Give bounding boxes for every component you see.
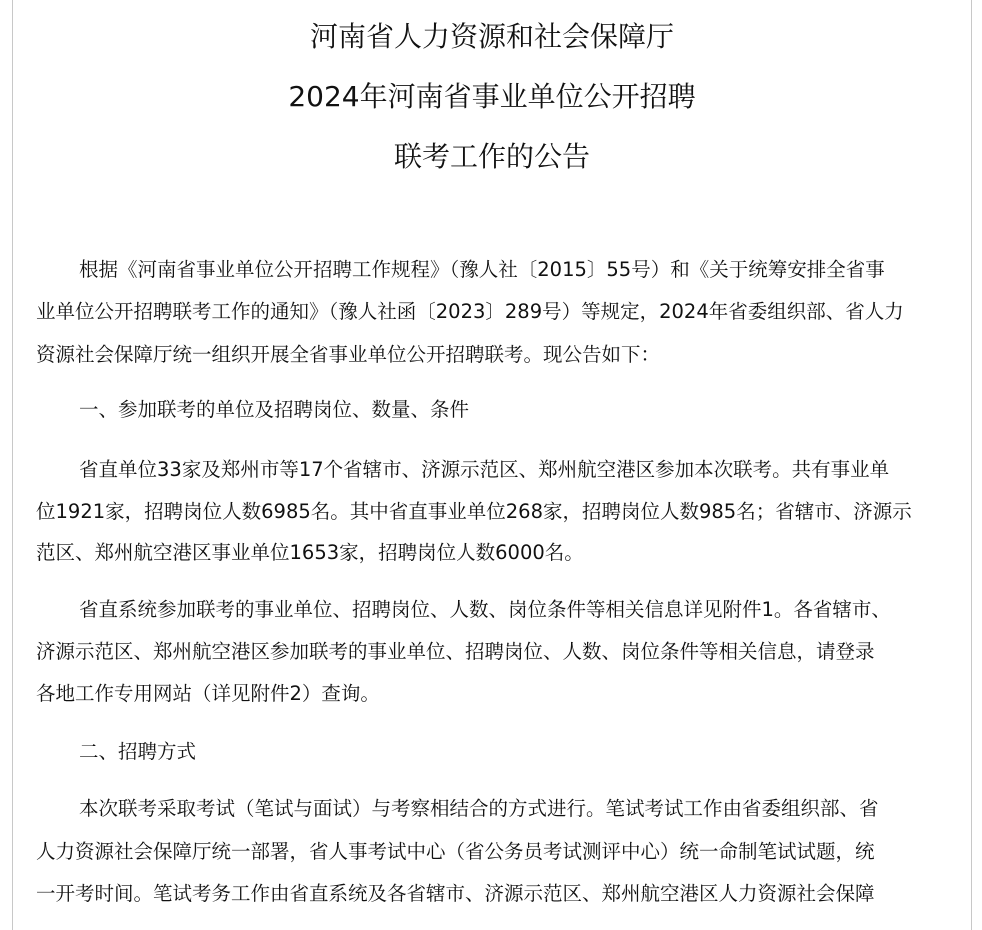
paragraph-line: 本次联考采取考试（笔试与面试）与考察相结合的方式进行。笔试考试工作由省委组织部、省 [79, 797, 879, 820]
paragraph-line: 省直系统参加联考的事业单位、招聘岗位、人数、岗位条件等相关信息详见附件1。各省辖市、 [79, 598, 891, 621]
paragraph-line: 人力资源社会保障厅统一部署，省人事考试中心（省公务员考试测评中心）统一命制笔试试题，统 [36, 840, 875, 863]
paragraph-line: 根据《河南省事业单位公开招聘工作规程》（豫人社〔2015〕55号）和《关于统筹安排全省事 [79, 258, 885, 281]
paragraph-line: 济源示范区、郑州航空港区参加联考的事业单位、招聘岗位、人数、岗位条件等相关信息，请登录 [36, 640, 875, 663]
title-line-3: 联考工作的公告 [393, 140, 590, 173]
section-heading-2: 二、招聘方式 [79, 740, 197, 763]
paragraph-line: 范区、郑州航空港区事业单位1653家，招聘岗位人数6000名。 [36, 541, 584, 564]
paragraph-line: 位1921家，招聘岗位人数6985名。其中省直事业单位268家，招聘岗位人数985名；省辖市、济源示 [36, 500, 912, 523]
paragraph-line: 资源社会保障厅统一组织开展全省事业单位公开招聘联考。现公告如下： [36, 343, 661, 366]
paragraph-line: 各地工作专用网站（详见附件2）查询。 [36, 682, 380, 705]
paragraph-line: 一开考时间。笔试考务工作由省直系统及各省辖市、济源示范区、郑州航空港区人力资源社会保障 [36, 882, 875, 905]
paragraph-line: 省直单位33家及郑州市等17个省辖市、济源示范区、郑州航空港区参加本次联考。共有事业单 [79, 458, 890, 481]
paragraph-line: 业单位公开招聘联考工作的通知》（豫人社函〔2023〕289号）等规定，2024年省委组织部、省人力 [36, 300, 904, 323]
document-page [12, 0, 972, 930]
title-line-1: 河南省人力资源和社会保障厅 [309, 20, 674, 53]
section-heading-1: 一、参加联考的单位及招聘岗位、数量、条件 [79, 398, 470, 421]
title-line-2: 2024年河南省事业单位公开招聘 [288, 80, 696, 113]
